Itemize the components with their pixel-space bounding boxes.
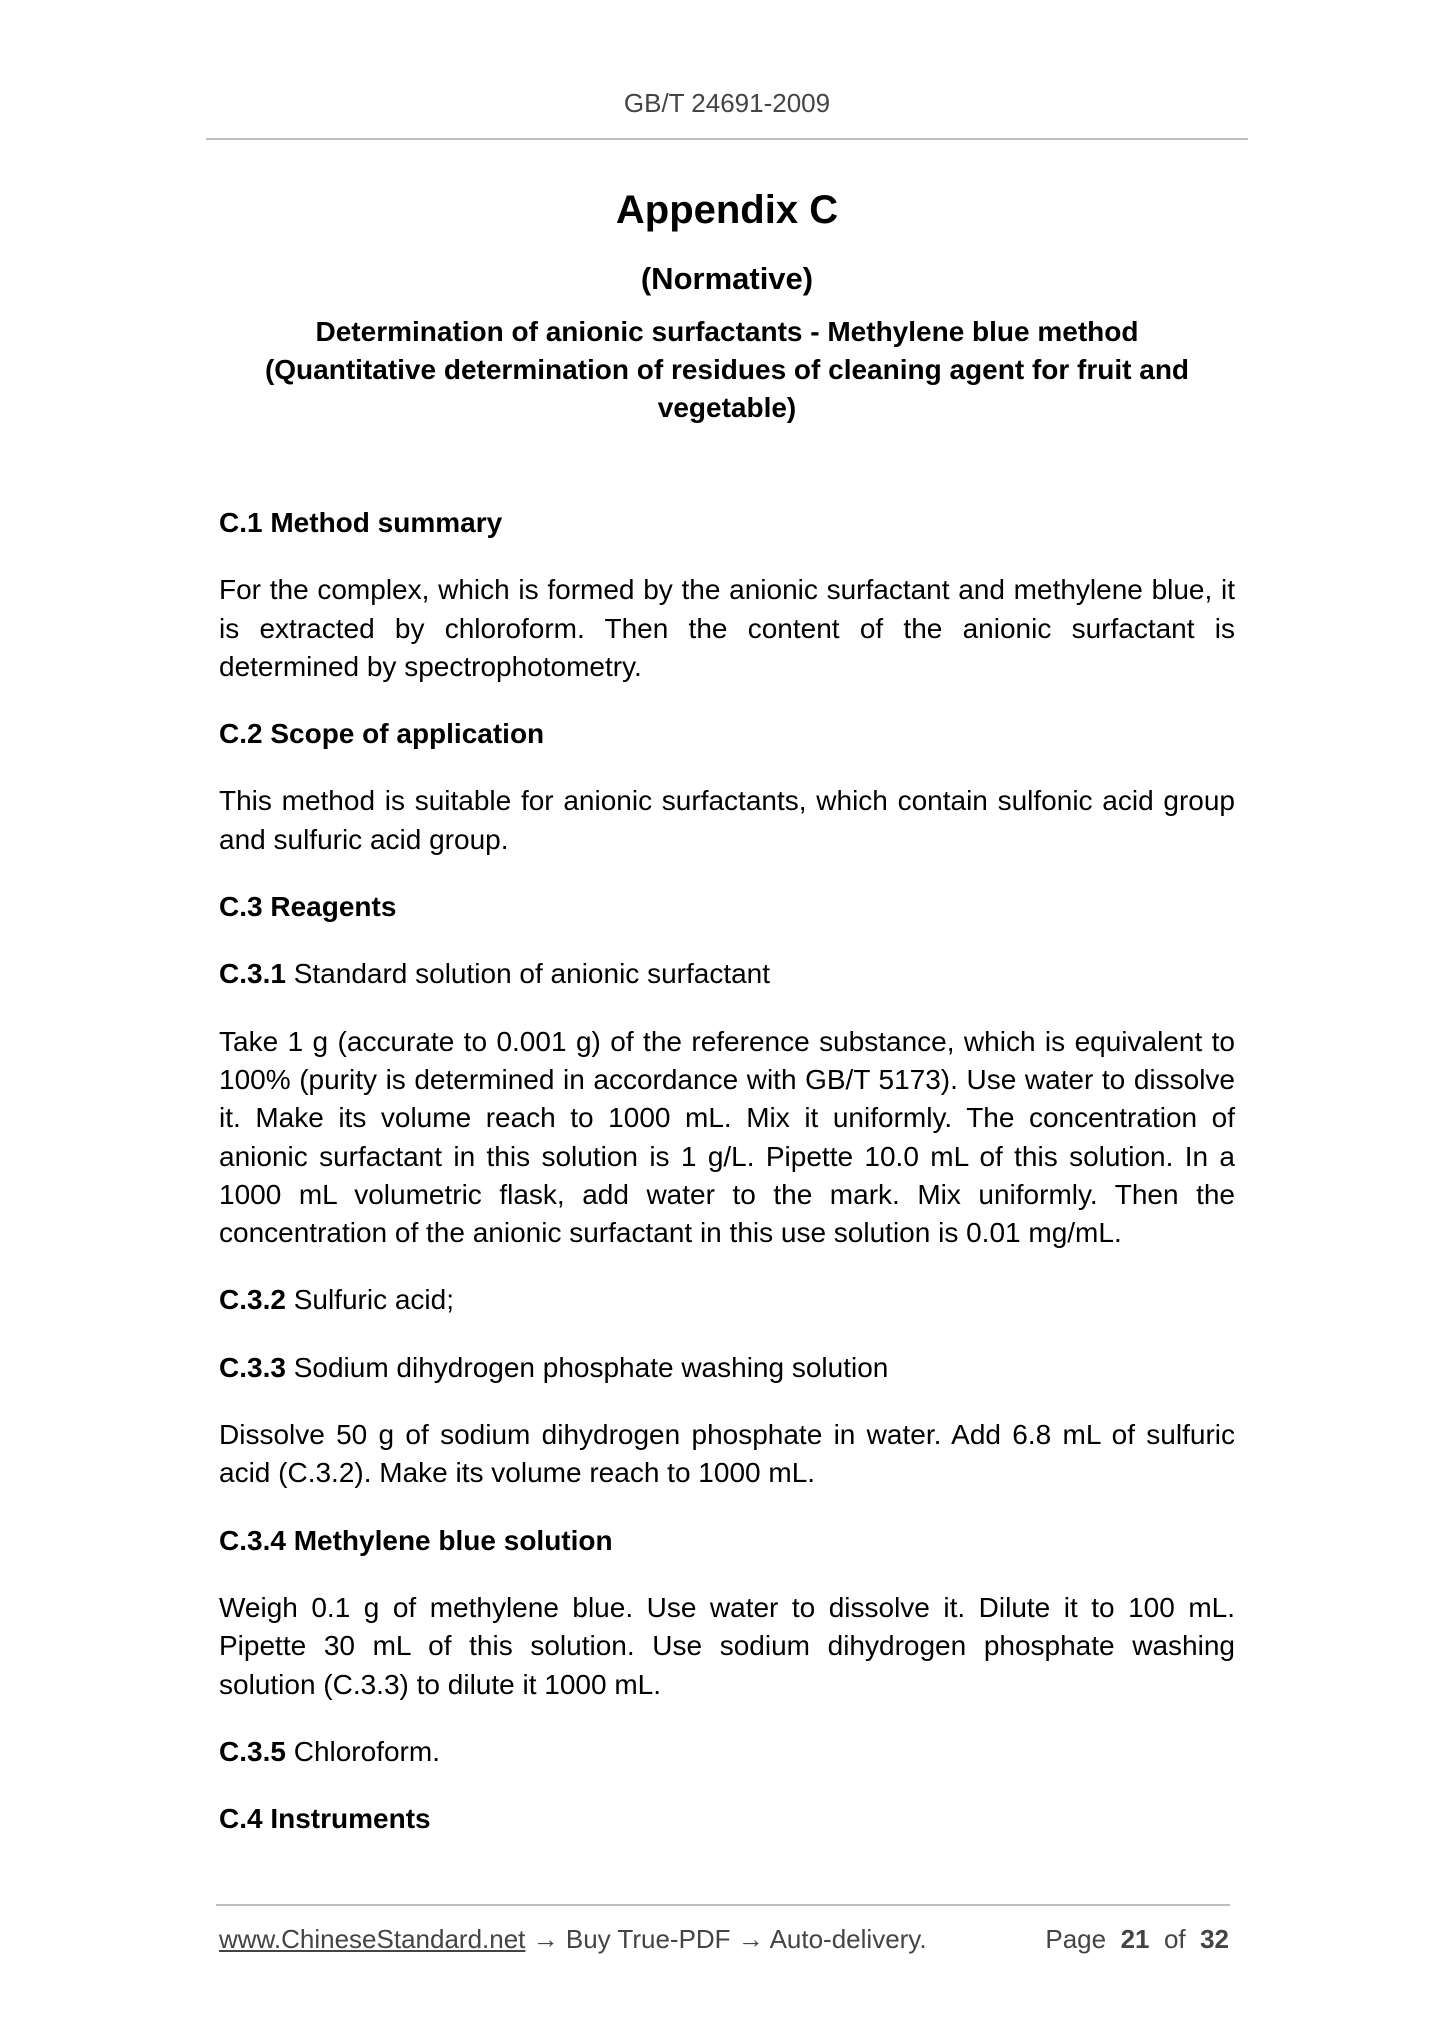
page-header [206,88,1248,119]
document-body [219,504,1235,1867]
section-c33-heading [219,1349,1235,1387]
subtitle-line-2: (Quantitative determination of residues of cleaning agent for fruit and vegetable) [264,354,1190,423]
section-c32-heading [219,1281,1235,1319]
section-c31-heading [219,955,1235,993]
current-page: 21 [1120,1924,1150,1954]
normative-label: (Normative) [640,261,814,296]
section-c35-heading [219,1733,1235,1771]
section-c32-title: Sulfuric acid; [285,1284,455,1316]
appendix-title: Appendix C [615,188,839,232]
section-c2-heading: C.2 Scope of application [219,718,545,750]
section-c1-heading: C.1 Method summary [219,507,503,538]
website-link[interactable]: www.ChineseStandard.net [219,1924,526,1954]
footer-promo-text: → Buy True-PDF → Auto-delivery. [525,1924,927,1954]
title-block [206,185,1248,427]
section-c2-text: This method is suitable for anionic surfactants, which contain sulfonic acid group and sulfuric acid group. [219,785,1235,855]
section-c32-number: C.3.2 [219,1284,286,1316]
section-c3-heading: C.3 Reagents [219,891,397,923]
section-c1-text: For the complex, which is formed by the anionic surfactant and methylene blue, it is extracted by chloroform. Then the content of the anionic surfactant is determined by spectrophotometry. [219,574,1235,682]
page-of-label: of [1163,1924,1186,1954]
page-number [1045,1924,1229,1955]
section-c34-heading: C.3.4 Methylene blue solution [219,1524,613,1556]
section-c33-number: C.3.3 [219,1351,286,1383]
total-pages: 32 [1200,1924,1229,1954]
page-footer [219,1924,1229,1958]
footer-divider [216,1904,1230,1906]
section-c33-title: Sodium dihydrogen phosphate washing solution [285,1351,889,1383]
document-id: GB/T 24691-2009 [623,88,831,118]
section-c4-heading: C.4 Instruments [219,1803,431,1835]
section-c31-number: C.3.1 [219,958,286,990]
section-c31-title: Standard solution of anionic surfactant [285,958,771,990]
page-label: Page [1045,1924,1107,1954]
section-c31-text: Take 1 g (accurate to 0.001 g) of the reference substance, which is equivalent to 100% (purity is determined in accordance with GB/T 5173). Use water to dissolve it. Make its volume reach to 1000 mL. Mix it uniformly. The concentration of anionic surfactant in this solution is 1 g/L. Pipette 10.0 mL of this solution. In a 1000 mL volumetric flask, add water to the mark. Mix uniformly. Then the concentration of the anionic surfactant in this use solution is 0.01 mg/mL. [219,1025,1235,1249]
section-c35-number: C.3.5 [219,1735,286,1767]
section-c35-title: Chloroform. [285,1735,440,1767]
header-divider [206,138,1248,140]
subtitle-line-1: Determination of anionic surfactants - Methylene blue method [315,316,1139,347]
appendix-subtitle [206,313,1248,427]
section-c33-text: Dissolve 50 g of sodium dihydrogen phosphate in water. Add 6.8 mL of sulfuric acid (C.3.2). Make its volume reach to 1000 mL. [219,1419,1235,1489]
section-c34-text: Weigh 0.1 g of methylene blue. Use water to dissolve it. Dilute it to 100 mL. Pipette 30 mL of this solution. Use sodium dihydrogen phosphate washing solution (C.3.3) to dilute it 1000 mL. [219,1591,1235,1700]
footer-promo [219,1924,927,1955]
